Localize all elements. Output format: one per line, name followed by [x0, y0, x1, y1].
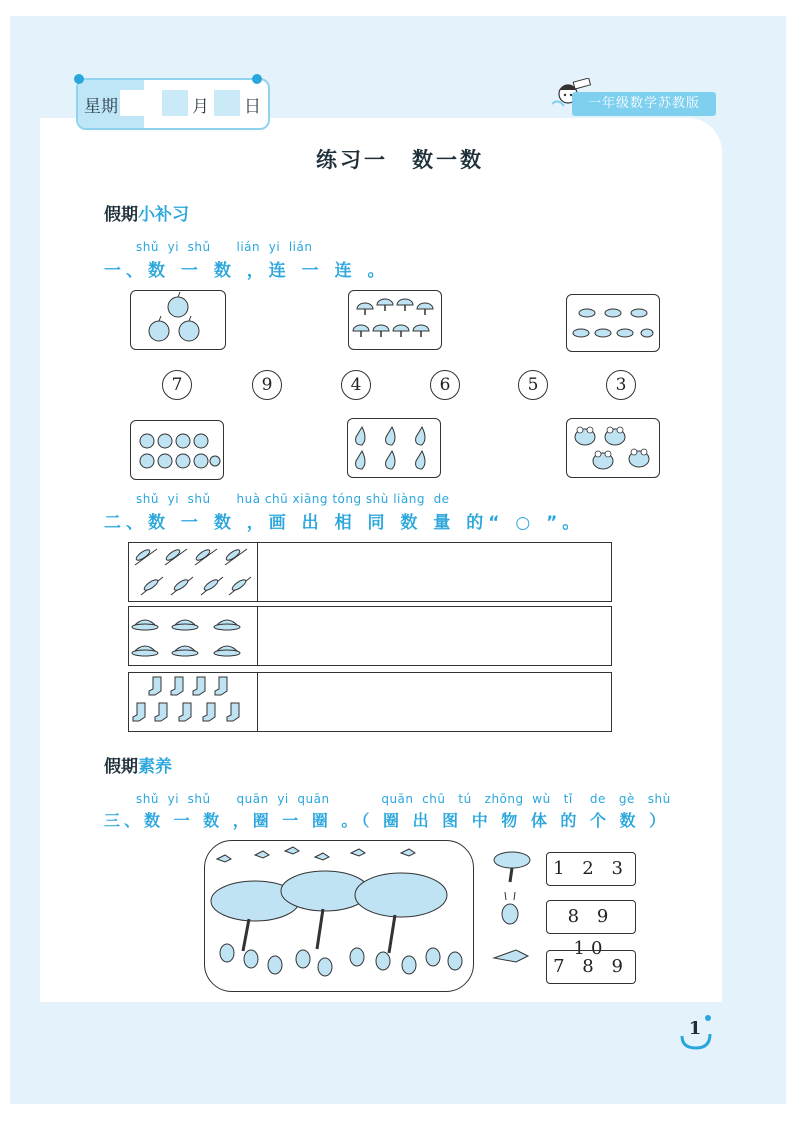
dragonfly-answer-area[interactable] [259, 543, 611, 601]
sock-pictures [129, 673, 258, 731]
mushroom-icon [349, 291, 441, 349]
hat-answer-area[interactable] [259, 607, 611, 665]
banner-highlight: 小补习 [138, 205, 189, 225]
banner-highlight: 素养 [138, 757, 172, 777]
choice-box-rabbits[interactable]: 8 9 10 [546, 900, 636, 934]
day-label: 日 [244, 97, 261, 117]
number-circle[interactable]: 9 [252, 370, 282, 400]
number-circle[interactable]: 3 [606, 370, 636, 400]
pears-box[interactable] [347, 418, 441, 478]
apple-icon [131, 291, 225, 349]
dragonfly-icon [129, 543, 257, 601]
banner-prefix: 假期 [104, 757, 138, 777]
flowers-box[interactable] [130, 420, 224, 480]
grade-tag: 一年级数学苏教版 [572, 92, 716, 116]
dragonfly-pictures [129, 543, 258, 601]
flower-icon [131, 421, 223, 479]
page-title: 练习一 数一数 [316, 148, 484, 172]
forest-scene [204, 840, 474, 992]
frog-icon [567, 419, 659, 477]
q3-pinyin: shǔ yi shǔ quān yi quān quān chū tú zhōng wù tǐ de gè shù [136, 792, 671, 806]
number-circle[interactable]: 7 [162, 370, 192, 400]
weekday-blank[interactable] [120, 90, 146, 116]
q1-pinyin: shǔ yi shǔ lián yi lián [136, 240, 313, 254]
weekday-label: 星期 [84, 97, 118, 117]
choice-box-birds[interactable]: 7 8 9 [546, 950, 636, 984]
sock-row [128, 672, 612, 732]
banner-prefix: 假期 [104, 205, 138, 225]
q3-text: 三、数 一 数 ，圈 一 圈 。（ 圈 出 图 中 物 体 的 个 数 ） [104, 811, 670, 830]
scene-key-icons [488, 848, 534, 972]
q2-text: 二、数 一 数 ，画 出 相 同 数 量 的“ ○ ”。 [104, 513, 585, 533]
page-number-badge [676, 1012, 714, 1050]
dragonfly-row [128, 542, 612, 602]
sock-answer-area[interactable] [259, 673, 611, 731]
number-circle[interactable]: 4 [341, 370, 371, 400]
frogs-box[interactable] [566, 418, 660, 478]
candy-icon [567, 295, 659, 351]
apples-box[interactable] [130, 290, 226, 350]
number-circle[interactable]: 5 [518, 370, 548, 400]
section-banner-literacy [104, 752, 172, 780]
hat-icon [129, 607, 257, 665]
choice-box-trees[interactable]: 1 2 3 [546, 852, 636, 886]
q1-text: 一、数 一 数 ，连 一 连 。 [104, 261, 390, 281]
mushrooms-box[interactable] [348, 290, 442, 350]
pear-icon [348, 419, 440, 477]
section-banner-review [104, 200, 189, 228]
pin-dot-icon [252, 74, 262, 84]
sock-icon [129, 673, 257, 731]
month-blank[interactable] [162, 90, 188, 116]
forest-scene-illustration [205, 841, 473, 991]
hat-row [128, 606, 612, 666]
day-blank[interactable] [214, 90, 240, 116]
pin-dot-icon [74, 74, 84, 84]
hat-pictures [129, 607, 258, 665]
number-circle[interactable]: 6 [430, 370, 460, 400]
month-label: 月 [192, 97, 209, 117]
q2-pinyin: shǔ yi shǔ huà chū xiāng tóng shù liàng de [136, 492, 450, 506]
date-box [76, 78, 270, 130]
page-number: 1 [688, 1018, 702, 1039]
candies-box[interactable] [566, 294, 660, 352]
